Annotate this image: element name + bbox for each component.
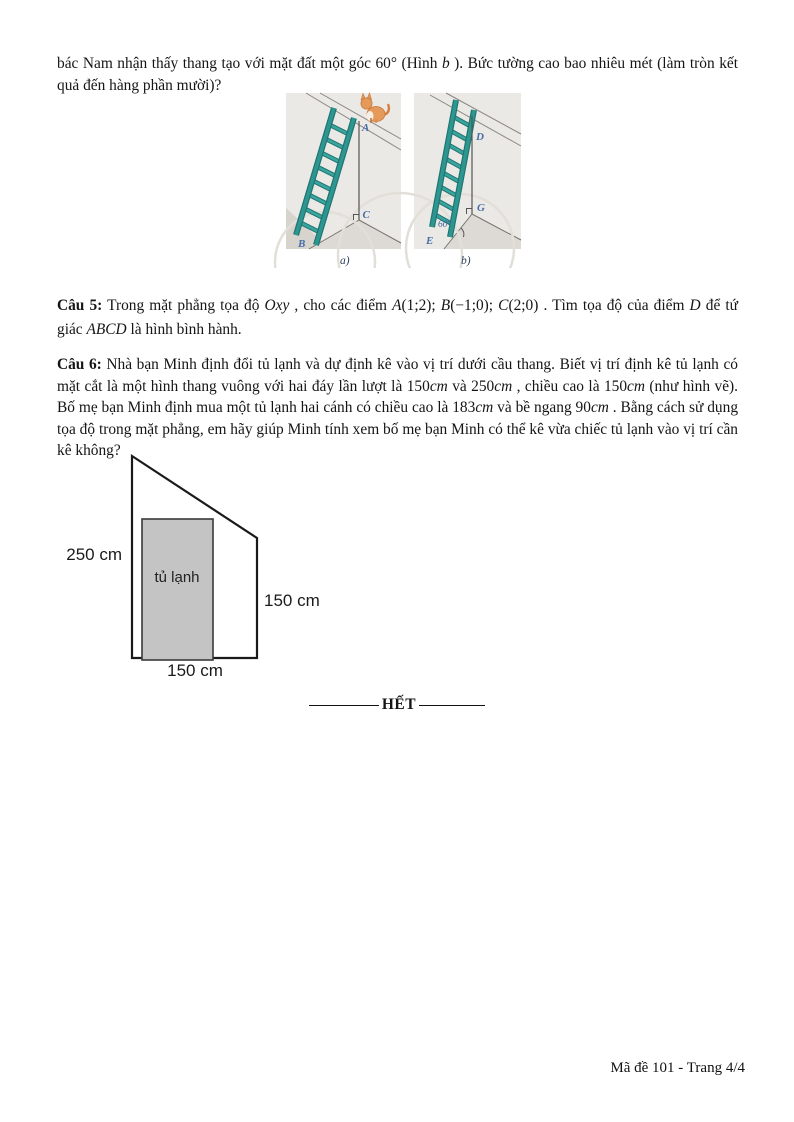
question-5-label: Câu 5: xyxy=(57,297,103,315)
question-6-text xyxy=(57,356,738,459)
text-run: D xyxy=(689,297,701,315)
point-label-A: A xyxy=(362,122,370,134)
caption-b: b) xyxy=(461,255,471,267)
page-footer: Mã đề 101 - Trang 4/4 xyxy=(610,1060,745,1076)
dim-bottom-150: 150 cm xyxy=(167,661,223,680)
dim-left-250: 250 cm xyxy=(66,545,122,564)
point-label-G: G xyxy=(477,202,485,214)
point-label-E: E xyxy=(426,235,434,247)
angle-label-60: 60° xyxy=(438,220,452,230)
text-run: C xyxy=(498,297,509,315)
text-run: cm xyxy=(494,377,513,395)
text-run: và 250 xyxy=(447,377,495,395)
text-run: là hình bình hành. xyxy=(126,321,242,339)
point-label-C: C xyxy=(362,209,370,221)
text-run: (như hình vẽ). Bố mẹ bạn Minh định mua một tủ lạnh hai cánh có chiều cao là 183 xyxy=(57,377,738,417)
trapezoid-figure-svg xyxy=(60,448,340,690)
text-run: cm xyxy=(590,399,609,417)
text-run: B xyxy=(440,297,451,315)
text-run: ABCD xyxy=(86,321,127,339)
ladder-figure xyxy=(270,90,530,268)
text-run: . Bằng cách sử dụng tọa độ trong mặt phẳng, em hãy giúp Minh tính xem bố mẹ bạn Minh có thể kê vừa chiếc tủ lạnh vào vị trí cần kê không? xyxy=(57,399,739,460)
text-run: Nhà bạn Minh định đổi tủ lạnh và dự định kê vào vị trí dưới cầu thang. Biết vị trí định kê tủ lạnh có mặt cắt là một hình thang vuông với hai đáy lần lượt là 150 xyxy=(57,356,738,395)
caption-a: a) xyxy=(340,255,350,267)
fridge-label: tủ lạnh xyxy=(154,569,200,586)
text-run: bác Nam nhận thấy thang tạo với mặt đất một góc 60° (Hình xyxy=(57,55,442,73)
text-run: A xyxy=(392,297,402,315)
text-run: , chiều cao là 150 xyxy=(512,377,628,395)
question-5-text xyxy=(57,297,738,338)
text-run: cm xyxy=(627,377,645,395)
question-5 xyxy=(57,294,738,342)
trapezoid-figure xyxy=(60,448,340,690)
text-run: Trong mặt phẳng tọa độ xyxy=(102,297,265,315)
question-6 xyxy=(57,354,738,461)
end-marker-text: HẾT xyxy=(381,696,417,713)
end-dash-left xyxy=(309,705,379,706)
text-run: (−1;0); xyxy=(450,297,499,315)
end-marker-row xyxy=(0,696,794,714)
text-run: cm xyxy=(429,377,448,395)
point-label-B: B xyxy=(298,238,306,250)
text-run: , cho các điểm xyxy=(289,297,393,315)
text-run: và bề ngang 90 xyxy=(493,399,591,417)
end-dash-right xyxy=(419,705,485,706)
text-run: b xyxy=(441,55,450,73)
question-6-label: Câu 6: xyxy=(57,356,102,374)
text-run: (1;2); xyxy=(401,297,441,315)
text-run: (2;0) . Tìm tọa độ của điểm xyxy=(508,297,690,315)
dim-right-150: 150 cm xyxy=(264,591,320,610)
text-run: cm xyxy=(475,399,494,417)
text-run: để tứ giác xyxy=(57,297,738,339)
fridge-rect xyxy=(142,519,213,660)
text-run: Oxy xyxy=(264,297,290,315)
point-label-D: D xyxy=(476,131,484,143)
ladder-figure-svg xyxy=(270,90,530,268)
text-run: ). Bức tường cao bao nhiêu mét (làm tròn kết quả đến hàng phần mười)? xyxy=(57,55,739,94)
